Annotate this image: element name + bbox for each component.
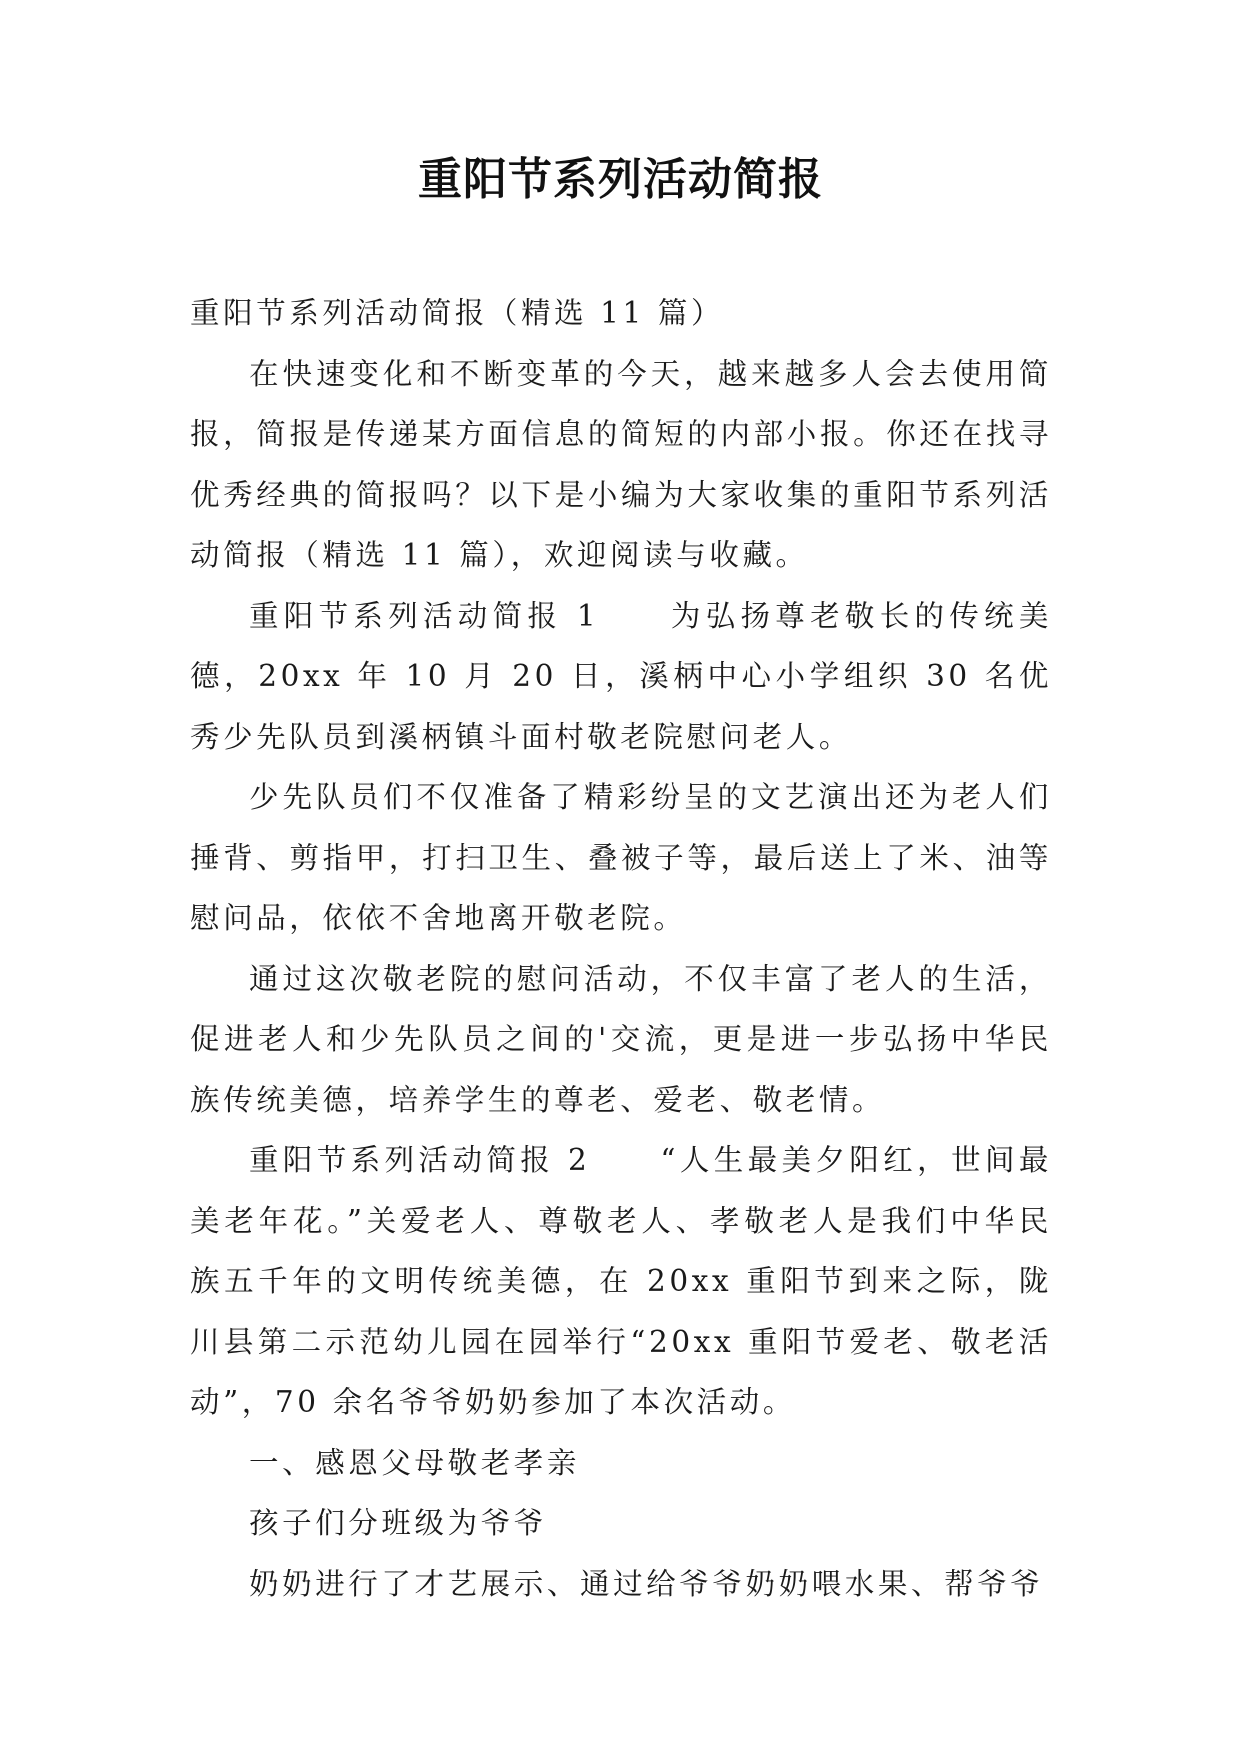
intro-paragraph: 在快速变化和不断变革的今天，越来越多人会去使用简报，简报是传递某方面信息的简短的内部小报。你还在找寻优秀经典的简报吗？以下是小编为大家收集的重阳节系列活动简报（精选 11 篇），欢迎阅读与收藏。 [190, 356, 1052, 572]
section-2-lead: “人生最美夕阳红，世间最美老年花。”关爱老人、尊敬老人、孝敬老人是我们中华民族五千年的文明传统美德，在 20xx 重阳节到来之际，陇川县第二示范幼儿园在园举行“20xx 重阳节爱老、敬老活动”，70 余名爷爷奶奶参加了本次活动。 [190, 1143, 1052, 1419]
activities-paragraph: 少先队员们不仅准备了精彩纷呈的文艺演出还为老人们捶背、剪指甲，打扫卫生、叠被子等，最后送上了米、油等慰问品，依依不舍地离开敬老院。 [190, 780, 1052, 935]
section-1-paragraph [190, 586, 1052, 768]
summary-paragraph: 通过这次敬老院的慰问活动，不仅丰富了老人的生活，促进老人和少先队员之间的'交流，更是进一步弘扬中华民族传统美德，培养学生的尊老、爱老、敬老情。 [190, 961, 1052, 1117]
line-a: 孩子们分班级为爷爷 [249, 1506, 547, 1540]
item-1-heading: 一、感恩父母敬老孝亲 [249, 1445, 581, 1480]
section-1-lead: 为弘扬尊老敬长的传统美德，20xx 年 10 月 20 日，溪柄中心小学组织 30 名优秀少先队员到溪柄镇斗面村敬老院慰问老人。 [190, 598, 1052, 754]
document-subtitle: 重阳节系列活动简报（精选 11 篇） [190, 296, 725, 330]
section-2-paragraph [190, 1130, 1052, 1433]
document-title: 重阳节系列活动简报 [418, 154, 823, 205]
line-b: 奶奶进行了才艺展示、通过给爷爷奶奶喂水果、帮爷爷 [249, 1566, 1044, 1601]
document-body [190, 283, 1052, 1614]
section-2-heading: 重阳节系列活动简报 2 [249, 1143, 591, 1177]
section-1-heading: 重阳节系列活动简报 1 [249, 598, 600, 633]
